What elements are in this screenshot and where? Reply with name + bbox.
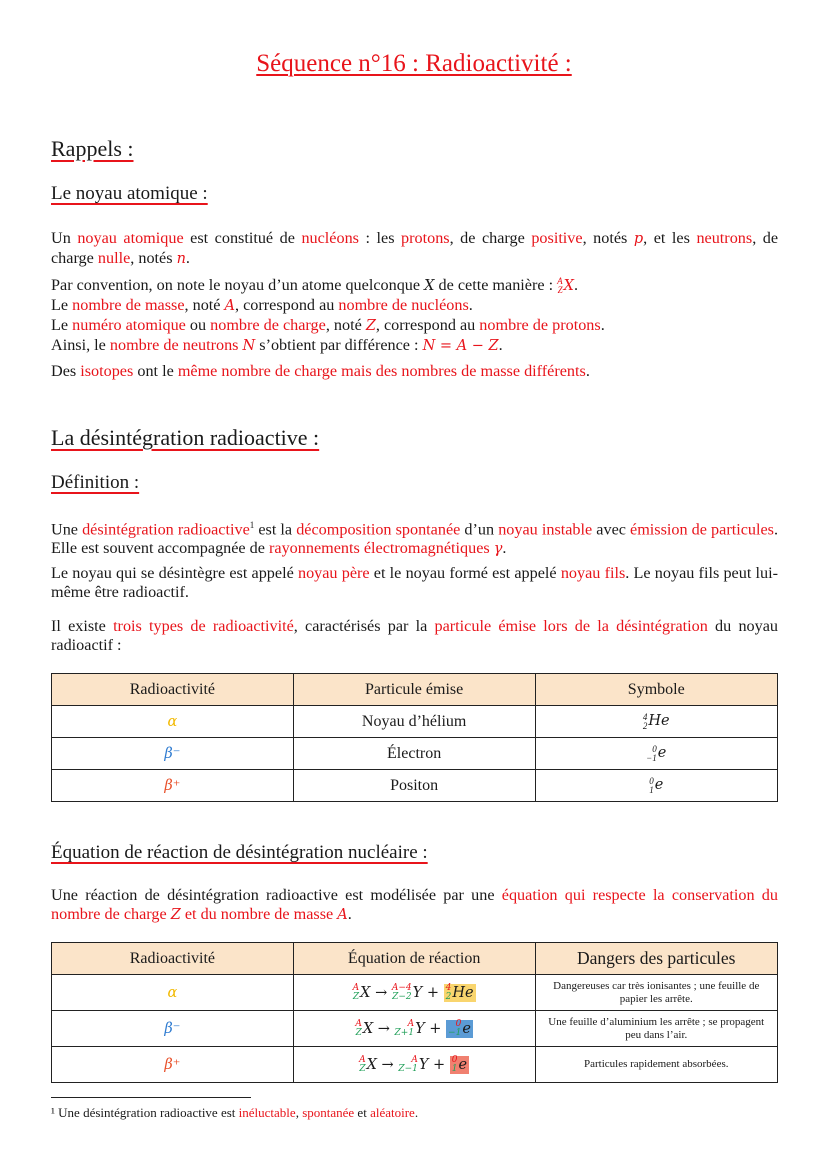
column-header: Particule émise bbox=[293, 674, 535, 706]
radioactivity-type: α bbox=[52, 975, 294, 1011]
column-header: Radioactivité bbox=[52, 674, 294, 706]
column-header: Dangers des particules bbox=[535, 943, 778, 975]
paragraph-definition: Une désintégration radioactive$^1$ est la décomposition spontanée d’un noyau instable avec émission de particules. Elle est souvent accompagnée de rayonnements électromagnétiques γ. bbox=[51, 520, 779, 558]
table-types-radioactivite bbox=[51, 673, 778, 802]
subheading-definition: Définition : bbox=[51, 472, 140, 493]
reaction-equation: A Z X → A−4 Z−2 Y + 4 2 He bbox=[293, 975, 535, 1011]
table-row bbox=[52, 738, 778, 770]
particle-symbol: 0 −1 e bbox=[535, 738, 778, 770]
line-convention: Par convention, on note le noyau d’un atome quelconque X de cette manière : A Z X. bbox=[51, 276, 579, 296]
table-row bbox=[52, 975, 778, 1011]
table-header-row bbox=[52, 943, 778, 975]
radioactivity-type: β⁺ bbox=[52, 1047, 294, 1083]
subheading-noyau-atomique: Le noyau atomique : bbox=[51, 183, 208, 204]
footnote-separator bbox=[51, 1097, 251, 1098]
line-nombre-masse: Le nombre de masse, noté A, correspond au nombre de nucléons. bbox=[51, 296, 473, 314]
particle-symbol: 4 2 He bbox=[535, 706, 778, 738]
column-header: Symbole bbox=[535, 674, 778, 706]
particle-name: Noyau d’hélium bbox=[293, 706, 535, 738]
particle-symbol: 0 1 e bbox=[535, 770, 778, 802]
paragraph-trois-types: Il existe trois types de radioactivité, caractérisés par la particule émise lors de la désintégration du noyau radioactif : bbox=[51, 617, 778, 654]
table-row bbox=[52, 706, 778, 738]
paragraph-noyau: Un noyau atomique est constitué de nucléons : les protons, de charge positive, notés p, et les neutrons, de charge nulle, notés n. bbox=[51, 229, 779, 267]
table-row bbox=[52, 1011, 778, 1047]
paragraph-isotopes: Des isotopes ont le même nombre de charge mais des nombres de masse différents. bbox=[51, 362, 590, 380]
column-header: Équation de réaction bbox=[293, 943, 535, 975]
heading-equation: Équation de réaction de désintégration nucléaire : bbox=[51, 842, 428, 863]
radioactivity-type: β⁻ bbox=[52, 738, 294, 770]
danger-description: Particules rapidement absorbées. bbox=[535, 1047, 778, 1083]
line-numero-atomique: Le numéro atomique ou nombre de charge, noté Z, correspond au nombre de protons. bbox=[51, 316, 605, 334]
table-header-row bbox=[52, 674, 778, 706]
column-header: Radioactivité bbox=[52, 943, 294, 975]
table-equations bbox=[51, 942, 778, 1083]
particle-name: Positon bbox=[293, 770, 535, 802]
table-row bbox=[52, 770, 778, 802]
line-neutrons: Ainsi, le nombre de neutrons N s’obtient par différence : N = A − Z. bbox=[51, 336, 503, 354]
reaction-equation: A Z X → A Z−1 Y + 0 1 e bbox=[293, 1047, 535, 1083]
footnote: ¹ Une désintégration radioactive est inéluctable, spontanée et aléatoire. bbox=[51, 1105, 419, 1120]
reaction-equation: A Z X → A Z+1 Y + 0 −1 e bbox=[293, 1011, 535, 1047]
danger-description: Une feuille d’aluminium les arrête ; se propagent peu dans l’air. bbox=[535, 1011, 778, 1047]
paragraph-convention bbox=[51, 276, 778, 356]
particle-name: Électron bbox=[293, 738, 535, 770]
page-title: Séquence n°16 : Radioactivité : bbox=[256, 50, 572, 77]
radioactivity-type: α bbox=[52, 706, 294, 738]
radioactivity-type: β⁺ bbox=[52, 770, 294, 802]
heading-rappels: Rappels : bbox=[51, 136, 134, 161]
heading-desintegration: La désintégration radioactive : bbox=[51, 425, 320, 450]
paragraph-noyau-pere-fils: Le noyau qui se désintègre est appelé noyau père et le noyau formé est appelé noyau fils. Le noyau fils peut lui-même être radioactif. bbox=[51, 564, 778, 601]
danger-description: Dangereuses car très ionisantes ; une feuille de papier les arrête. bbox=[535, 975, 778, 1011]
radioactivity-type: β⁻ bbox=[52, 1011, 294, 1047]
table-row bbox=[52, 1047, 778, 1083]
paragraph-equation: Une réaction de désintégration radioactive est modélisée par une équation qui respecte la conservation du nombre de charge Z et du nombre de masse A. bbox=[51, 886, 778, 923]
